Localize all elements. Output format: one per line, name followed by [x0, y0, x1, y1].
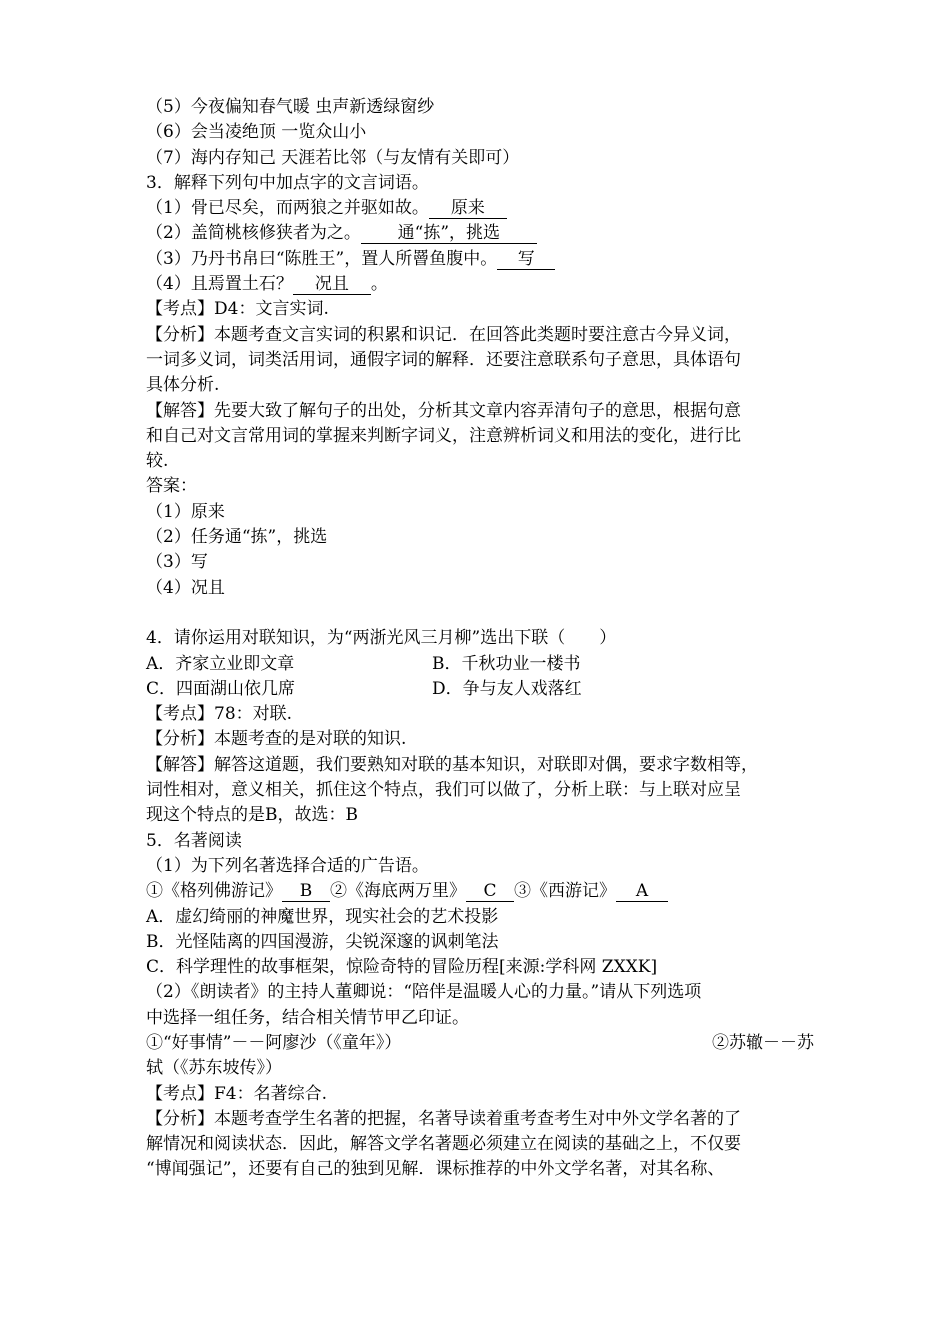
- q5-book-1: ①《格列佛游记》: [146, 881, 282, 902]
- q4-option-b: B．千秋功业一楼书: [432, 653, 581, 674]
- q3-item-3: [146, 247, 826, 272]
- q5-fenxi-line-3: “博闻强记”，还要有自己的独到见解．课标推荐的中外文学名著，对其名称、: [146, 1159, 725, 1180]
- q5-sub-2-line-2: 中选择一组任务，结合相关情节甲乙印证。: [146, 1007, 469, 1028]
- poem-line-6: （6）会当凌绝顶 一览众山小: [146, 122, 367, 143]
- q5-sub-1: （1）为下列名著选择合适的广告语。: [146, 855, 429, 876]
- q4-jieda-line-2: 词性相对，意义相关，抓住这个特点，我们可以做了，分析上联：与上联对应呈: [146, 780, 741, 801]
- q4-option-a: A．齐家立业即文章: [146, 653, 295, 674]
- q5-task-1: ①“好事情”－－阿廖沙（《童年》）: [146, 1032, 402, 1053]
- q5-option-c: C．科学理性的故事框架，惊险奇特的冒险历程[来源:学科网 ZXXK]: [146, 957, 658, 978]
- q4-fenxi: 【分析】本题考查的是对联的知识.: [146, 729, 407, 750]
- q3-item-1-answer: 原来: [429, 198, 507, 219]
- q4-option-c: C．四面湖山依几席: [146, 678, 296, 699]
- q5-book-2: ②《海底两万里》: [330, 881, 466, 902]
- q3-item-4: [146, 272, 826, 297]
- q4-jieda-line-3: 现这个特点的是B，故选：B: [146, 805, 358, 826]
- q5-answer-3: A: [616, 881, 668, 902]
- q3-item-2-text: （2）盖简桃核修狭者为之。: [146, 223, 361, 244]
- q5-book-3: ③《西游记》: [514, 881, 616, 902]
- q5-sub-2-line-1: （2）《朗读者》的主持人董卿说：“陪伴是温暖人心的力量。”请从下列选项: [146, 982, 702, 1003]
- q3-answer-1: （1）原来: [146, 501, 225, 522]
- q5-option-b: B．光怪陆离的四国漫游，尖锐深邃的讽刺笔法: [146, 931, 499, 952]
- q3-item-2-answer: 通“拣”，挑选: [361, 223, 537, 244]
- q3-fenxi-line-3: 具体分析.: [146, 375, 220, 396]
- q3-item-1: [146, 196, 826, 221]
- question-4-title: 4．请你运用对联知识，为“两浙光风三月柳”选出下联（ ）: [146, 628, 617, 649]
- q5-answer-2: C: [466, 881, 514, 902]
- q3-answer-2: （2）任务通“拣”，挑选: [146, 527, 328, 548]
- q3-answer-4: （4）况且: [146, 577, 225, 598]
- q3-jieda-line-3: 较.: [146, 451, 169, 472]
- q3-item-3-answer: 写: [497, 249, 555, 270]
- q3-item-2: [146, 221, 826, 246]
- poem-line-7: （7）海内存知己 天涯若比邻（与友情有关即可）: [146, 147, 520, 168]
- q4-options-row-1: [146, 652, 826, 677]
- q5-match-row: [146, 879, 826, 904]
- q5-option-a: A．虚幻绮丽的神魔世界，现实社会的艺术投影: [146, 906, 499, 927]
- q3-item-4-answer: 况且: [293, 274, 371, 295]
- q5-fenxi-line-1: 【分析】本题考查学生名著的把握，名著导读着重考查考生对中外文学名著的了: [146, 1108, 741, 1129]
- q3-answer-label: 答案：: [146, 476, 197, 497]
- q3-item-4-suffix: 。: [370, 274, 388, 295]
- document-body: [146, 95, 826, 1183]
- q3-answer-3: （3）写: [146, 552, 208, 573]
- question-3-title: 3．解释下列句中加点字的文言词语。: [146, 172, 429, 193]
- q5-task-2-end: 轼（《苏东坡传》）: [146, 1058, 282, 1079]
- q5-fenxi-line-2: 解情况和阅读状态．因此，解答文学名著题必须建立在阅读的基础之上，不仅要: [146, 1134, 741, 1155]
- poem-line-5: （5）今夜偏知春气暖 虫声新透绿窗纱: [146, 97, 435, 117]
- q3-item-3-text: （3）乃丹书帛曰“陈胜王”，置人所罾鱼腹中。: [146, 248, 498, 269]
- q5-answer-1: B: [282, 881, 330, 902]
- question-5-title: 5．名著阅读: [146, 830, 242, 851]
- q5-kaodian: 【考点】F4：名著综合.: [146, 1083, 328, 1104]
- q3-jieda-line-2: 和自己对文言常用词的掌握来判断字词义，注意辨析词义和用法的变化，进行比: [146, 425, 741, 446]
- q4-jieda-line-1: 【解答】解答这道题，我们要熟知对联的基本知识，对联即对偶，要求字数相等，: [146, 754, 758, 775]
- blank-spacer: [146, 601, 826, 626]
- q3-fenxi-line-2: 一词多义词，词类活用词，通假字词的解释．还要注意联系句子意思，具体语句: [146, 349, 741, 370]
- q3-item-1-text: （1）骨已尽矣，而两狼之并驱如故。: [146, 198, 429, 219]
- q5-task-row: [146, 1031, 826, 1056]
- q3-jieda-line-1: 【解答】先要大致了解句子的出处，分析其文章内容弄清句子的意思，根据句意: [146, 400, 741, 421]
- q3-fenxi-line-1: 【分析】本题考查文言实词的积累和识记．在回答此类题时要注意古今异义词，: [146, 324, 741, 345]
- q3-kaodian: 【考点】D4：文言实词.: [146, 299, 329, 320]
- q4-options-row-2: [146, 677, 826, 702]
- q3-item-4-text: （4）且焉置土石？: [146, 274, 293, 295]
- q4-option-d: D．争与友人戏落红: [432, 678, 582, 699]
- q5-task-2-start: ②苏辙－－苏: [712, 1032, 814, 1053]
- q4-kaodian: 【考点】78：对联.: [146, 704, 293, 725]
